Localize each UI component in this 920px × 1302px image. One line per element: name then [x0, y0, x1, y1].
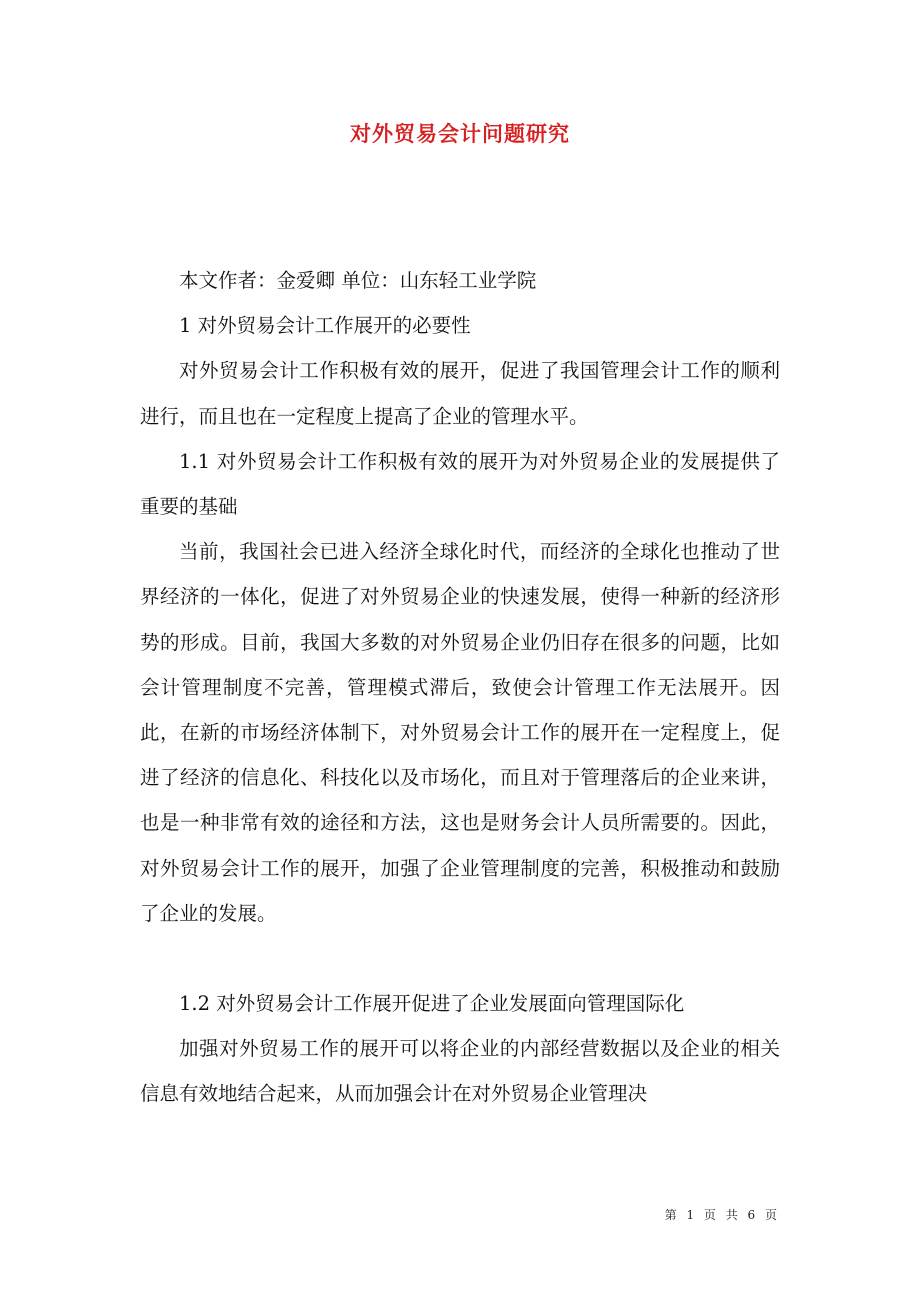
body-paragraph: 加强对外贸易工作的展开可以将企业的内部经营数据以及企业的相关信息有效地结合起来，从而加强会计在对外贸易企业管理决: [140, 1037, 780, 1106]
body-paragraph: 当前，我国社会已进入经济全球化时代，而经济的全球化也推动了世界经济的一体化，促进了对外贸易企业的快速发展，使得一种新的经济形势的形成。目前，我国大多数的对外贸易企业仍旧存在很多的问题，比如会计管理制度不完善，管理模式滞后，致使会计管理工作无法展开。因此，在新的市场经济体制下，对外贸易会计工作的展开在一定程度上，促进了经济的信息化、科技化以及市场化，而且对于管理落后的企业来讲，也是一种非常有效的途径和方法，这也是财务会计人员所需要的。因此，对外贸易会计工作的展开，加强了企业管理制度的完善，积极推动和鼓励了企业的发展。: [140, 540, 780, 925]
page-number-footer: 第 1 页 共 6 页: [664, 1208, 780, 1222]
document-title: 对外贸易会计问题研究: [350, 121, 570, 146]
author-line: 本文作者：金爱卿 单位：山东轻工业学院: [179, 269, 537, 292]
document-body: [140, 258, 780, 1117]
section-heading-1-2: 1.2 对外贸易会计工作展开促进了企业发展面向管理国际化: [179, 992, 685, 1016]
paragraph-spacer: [140, 936, 780, 981]
body-paragraph: 对外贸易会计工作积极有效的展开，促进了我国管理会计工作的顺利进行，而且也在一定程度上提高了企业的管理水平。: [140, 359, 780, 428]
section-heading-1: 1 对外贸易会计工作展开的必要性: [179, 314, 471, 338]
section-heading-1-1: 1.1 对外贸易会计工作积极有效的展开为对外贸易企业的发展提供了重要的基础: [140, 449, 780, 519]
